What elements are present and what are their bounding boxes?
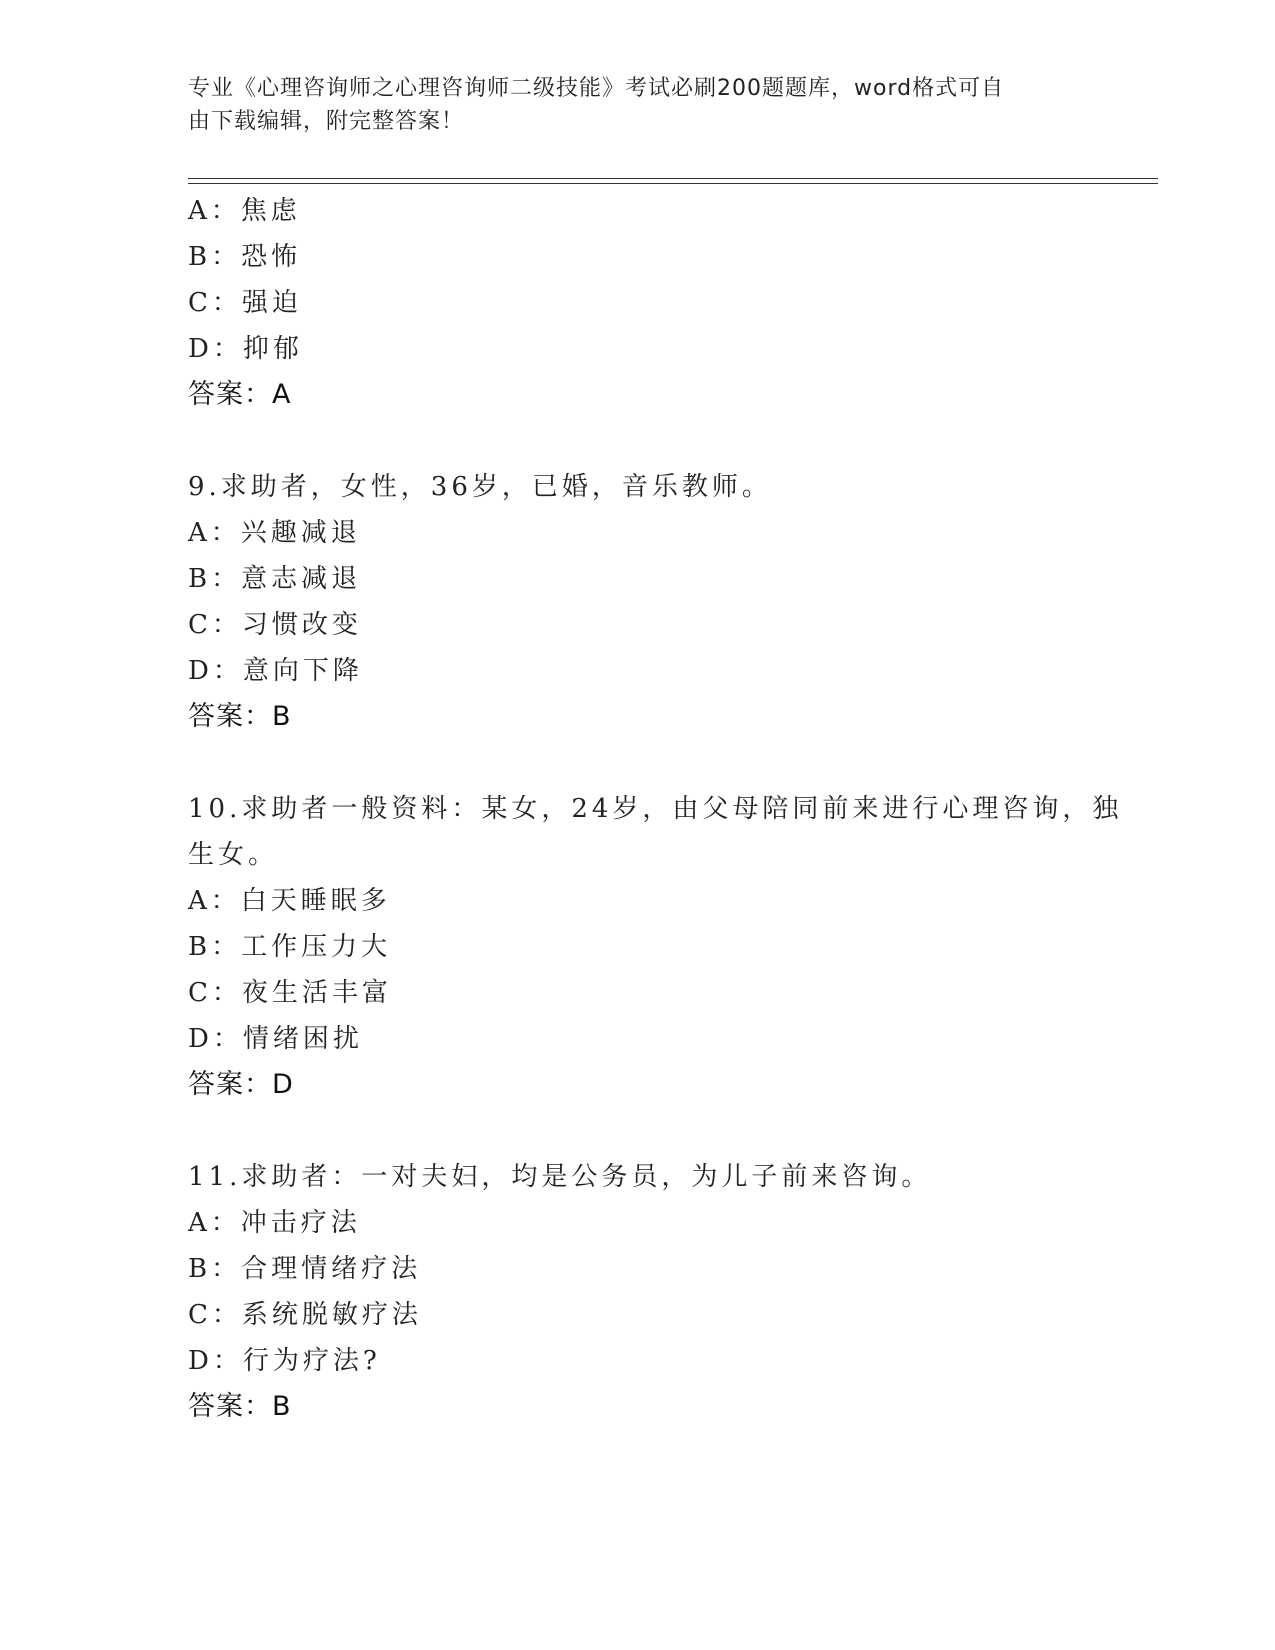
document-body bbox=[188, 188, 1123, 1430]
question-8-block bbox=[188, 188, 1108, 418]
option-c: C：强迫 bbox=[188, 288, 302, 318]
option-a: A：焦虑 bbox=[188, 196, 301, 226]
question-text: 11.求助者：一对夫妇，均是公务员，为儿子前来咨询。 bbox=[188, 1162, 932, 1192]
header-rule-top bbox=[188, 178, 1158, 179]
option-a: A：兴趣减退 bbox=[188, 518, 361, 548]
option-d: D：情绪困扰 bbox=[188, 1024, 363, 1054]
header-rule-bottom bbox=[188, 183, 1158, 184]
option-c: C：系统脱敏疗法 bbox=[188, 1300, 422, 1330]
header-line-2: 由下载编辑，附完整答案！ bbox=[188, 109, 465, 134]
option-a: A：冲击疗法 bbox=[188, 1208, 361, 1238]
question-11-block bbox=[188, 1154, 1108, 1430]
answer: 答案：D bbox=[188, 1069, 294, 1100]
document-header bbox=[188, 72, 1068, 138]
option-b: B：恐怖 bbox=[188, 242, 302, 272]
option-d: D：抑郁 bbox=[188, 334, 303, 364]
option-a: A：白天睡眠多 bbox=[188, 886, 391, 916]
option-d: D：行为疗法? bbox=[188, 1346, 381, 1376]
answer: 答案：A bbox=[188, 379, 292, 410]
header-line-1: 专业《心理咨询师之心理咨询师二级技能》考试必刷200题题库，word格式可自 bbox=[188, 76, 1005, 101]
option-b: B：合理情绪疗法 bbox=[188, 1254, 422, 1284]
question-10-block bbox=[188, 786, 1123, 1108]
option-b: B：意志减退 bbox=[188, 564, 362, 594]
option-d: D：意向下降 bbox=[188, 656, 363, 686]
question-text-line-2: 生女。 bbox=[188, 840, 279, 870]
option-c: C：习惯改变 bbox=[188, 610, 362, 640]
answer: 答案：B bbox=[188, 1391, 292, 1422]
answer: 答案：B bbox=[188, 701, 292, 732]
option-b: B：工作压力大 bbox=[188, 932, 392, 962]
question-9-block bbox=[188, 464, 1108, 740]
question-text: 9.求助者，女性，36岁，已婚，音乐教师。 bbox=[188, 472, 772, 502]
option-c: C：夜生活丰富 bbox=[188, 978, 392, 1008]
question-text-line-1: 10.求助者一般资料：某女，24岁，由父母陪同前来进行心理咨询，独 bbox=[188, 794, 1123, 824]
